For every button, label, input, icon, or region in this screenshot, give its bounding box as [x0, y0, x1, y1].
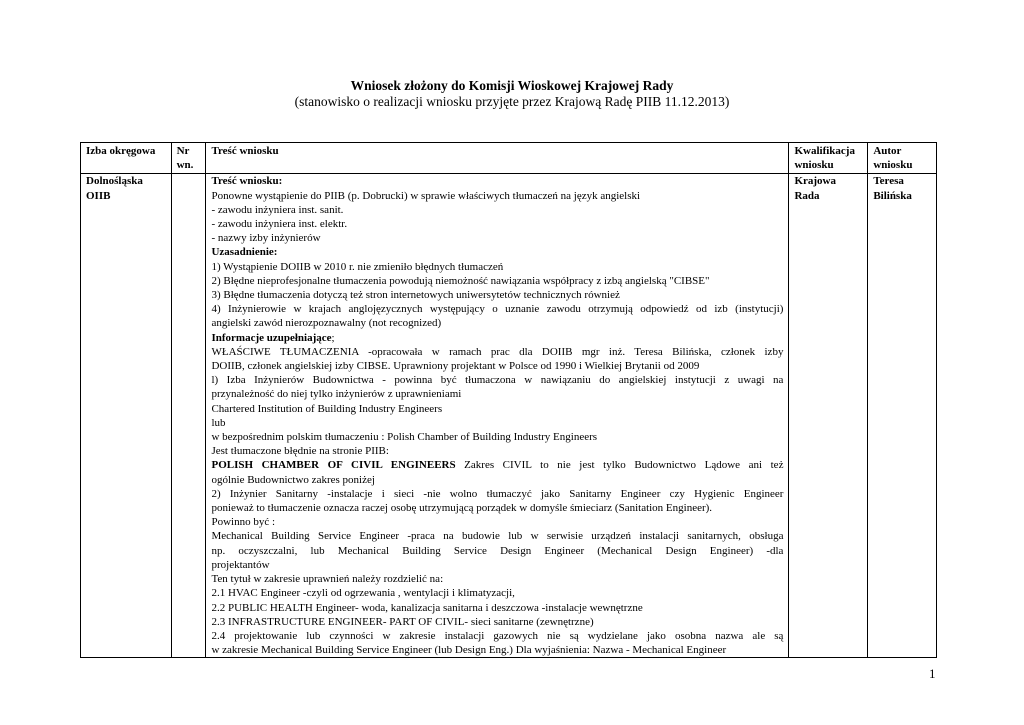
text-line: [211, 430, 783, 444]
table-row: [81, 174, 937, 658]
cell-kwalifikacja: Krajowa Rada: [789, 174, 868, 658]
text-line-content: Treść wniosku:: [211, 175, 283, 188]
text-line: [211, 387, 783, 401]
text-line: [211, 629, 783, 643]
text-line: [211, 643, 783, 657]
cell-nr: [171, 174, 206, 658]
text-line-content: Uzasadnienie:: [211, 246, 278, 259]
text-line: [211, 203, 783, 217]
text-line: [211, 359, 783, 373]
text-line-content: 2.4 projektowanie lub czynności w zakresie instalacji gazowych nie są wydzielane jako osobna nazwa ale są: [211, 629, 784, 642]
document-title: Wniosek złożony do Komisji Wioskowej Krajowej Rady: [350, 78, 674, 93]
text-line: [211, 515, 783, 529]
text-line: [211, 345, 783, 359]
text-line: [211, 331, 783, 345]
cell-autor: Teresa Bilińska: [868, 174, 937, 658]
text-line: [211, 288, 783, 302]
header-kwalifikacja: Kwalifikacja wniosku: [789, 143, 868, 174]
text-line: [211, 416, 783, 430]
text-line: [211, 217, 783, 231]
text-line-content: przynależność do niej tylko inżynierów z uprawnieniami: [211, 388, 462, 401]
text-line-content: w bezpośrednim polskim tłumaczeniu : Polish Chamber of Building Industry Engineers: [211, 431, 598, 444]
text-line-content: projektantów: [211, 558, 270, 571]
text-line-content: - zawodu inżyniera inst. elektr.: [211, 218, 348, 231]
text-line: [211, 544, 783, 558]
text-line: [211, 174, 783, 188]
text-line: [211, 601, 783, 615]
text-line-content: Powinno być :: [211, 516, 276, 529]
text-line-content: POLISH CHAMBER OF CIVIL ENGINEERS: [211, 459, 456, 472]
text-line-content: Ten tytuł w zakresie uprawnień należy rozdzielić na:: [211, 573, 444, 586]
text-line-content: 3) Błędne tłumaczenia dotyczą też stron internetowych uniwersytetów technicznych również: [211, 289, 620, 302]
text-line: [211, 260, 783, 274]
text-line: [211, 529, 783, 543]
text-line-content: 2.1 HVAC Engineer -czyli od ogrzewania , wentylacji i klimatyzacji,: [211, 587, 515, 600]
text-line: [211, 245, 783, 259]
text-line-content: ponieważ to tłumaczenie oznacza raczej osobę utrzymującą porządek w domyśle śmieciarz (Sanitation Engineer).: [211, 502, 713, 515]
cell-izba: Dolnośląska OIIB: [81, 174, 172, 658]
text-line: [211, 473, 783, 487]
header-autor: Autor wniosku: [868, 143, 937, 174]
text-line-content: l) Izba Inżynierów Budownictwa - powinna być tłumaczona w nawiązaniu do angielskiej instytucji z uwagi na: [211, 374, 784, 387]
text-line: [211, 572, 783, 586]
text-line: [211, 458, 783, 472]
header-nr: Nr wn.: [171, 143, 206, 174]
text-line-content: 2) Inżynier Sanitarny -instalacje i sieci -nie wolno tłumaczyć jako Sanitarny Engineer czy Hygienic Engineer: [211, 487, 784, 500]
text-line-content: np. oczyszczalni, lub Mechanical Building Service Design Engineer (Mechanical Design Engineer) -dla: [211, 544, 784, 557]
text-line: [211, 402, 783, 416]
text-line-content: 2.3 INFRASTRUCTURE ENGINEER- PART OF CIVIL- sieci sanitarne (zewnętrzne): [211, 615, 594, 628]
text-line-content: 1) Wystąpienie DOIIB w 2010 r. nie zmieniło błędnych tłumaczeń: [211, 260, 504, 273]
text-line: [211, 501, 783, 515]
text-line: [211, 231, 783, 245]
text-line-content: 4) Inżynierowie w krajach anglojęzycznych występujący o uznanie zawodu otrzymują odpowiedź od izb (instytucji): [211, 303, 784, 316]
text-line-suffix: ;: [331, 331, 335, 344]
text-line-suffix: Zakres CIVIL to nie jest tylko Budownictwo Lądowe ani też: [455, 459, 784, 472]
text-line-content: - nazwy izby inżynierów: [211, 232, 321, 245]
header-izba: Izba okręgowa: [81, 143, 172, 174]
text-line: [211, 189, 783, 203]
text-line: [211, 302, 783, 316]
text-line: [211, 316, 783, 330]
document-subtitle: (stanowisko o realizacji wniosku przyjęte przez Krajową Radę PIIB 11.12.2013): [294, 94, 730, 109]
text-line: [211, 558, 783, 572]
text-line: [211, 615, 783, 629]
proposal-text: [211, 174, 783, 657]
text-line-content: - zawodu inżyniera inst. sanit.: [211, 203, 344, 216]
text-line-content: WŁAŚCIWE TŁUMACZENIA -opracowała w ramach prac dla DOIIB mgr inż. Teresa Bilińska, członek izby: [211, 345, 784, 358]
text-line-content: lub: [211, 416, 226, 429]
text-line-content: Chartered Institution of Building Industry Engineers: [211, 402, 443, 415]
text-line-content: ogólnie Budownictwo zakres poniżej: [211, 473, 375, 486]
text-line-content: Ponowne wystąpienie do PIIB (p. Dobrucki) w sprawie właściwych tłumaczeń na język angielski: [211, 189, 641, 202]
text-line-content: Jest tłumaczone błędnie na stronie PIIB:: [211, 445, 389, 458]
text-line: [211, 373, 783, 387]
text-line-content: DOIIB, członek angielskiej izby CIBSE. Uprawniony projektant w Polsce od 1990 i Wielkiej Brytanii od 2009: [211, 360, 700, 373]
text-line-content: Informacje uzupełniające: [211, 331, 332, 344]
text-line: [211, 444, 783, 458]
page-number: 1: [929, 666, 936, 681]
text-line: [211, 274, 783, 288]
proposal-table: [80, 142, 937, 658]
text-line-content: 2) Błędne nieprofesjonalne tłumaczenia powodują niemożność nawiązania współpracy z izbą angielską "CIBSE": [211, 274, 710, 287]
text-line-content: 2.2 PUBLIC HEALTH Engineer- woda, kanalizacja sanitarna i deszczowa -instalacje wewnętrzne: [211, 601, 643, 614]
text-line-content: Mechanical Building Service Engineer -praca na budowie lub w serwisie urządzeń instalacji sanitarnych, obsługa: [211, 530, 784, 543]
table-header-row: [81, 143, 937, 174]
text-line-content: angielski zawód nierozpoznawalny (not recognized): [211, 317, 442, 330]
text-line-content: w zakresie Mechanical Building Service Engineer (lub Design Eng.) Dla wyjaśnienia: Nazwa - Mechanical Engineer: [211, 644, 727, 657]
header-tresc: Treść wniosku: [206, 143, 789, 174]
cell-tresc: [206, 174, 789, 658]
text-line: [211, 586, 783, 600]
text-line: [211, 487, 783, 501]
